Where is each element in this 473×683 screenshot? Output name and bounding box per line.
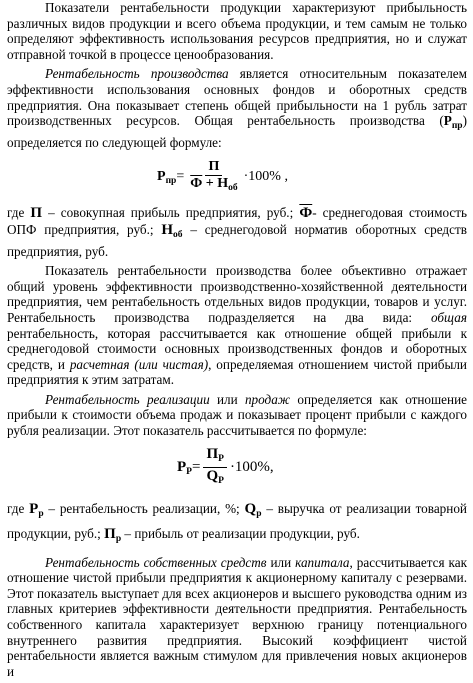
- paragraph-product-profitability: Показатели рентабельности продукции характеризуют прибыльность различных видов продукции и всего объема продукции, и тем самым не только определяют эффективность использования ресурсов предприятия, но и служат отправной точкой в процессе ценообразования.: [7, 0, 467, 62]
- paragraph-formula2-legend: где $Р_р$ – рентабельность реализации, %; $Q_р$ – выручка от реализации товарной продукции, руб.; $П_р$ – прибыль от реализации продукции, руб.: [7, 500, 467, 544]
- paragraph-equity-profitability: Рентабельность собственных средств или капитала, рассчитывается как отношение чистой прибыли предприятия к акционерному капиталу с резервами. Этот показатель выступает для всех акционеров и высшего руководства одним из главных критериев эффективности деятельности предприятия. Рентабельность собственного капитала характеризует верхнюю границу потенциального внутреннего развития предприятия. Высокий коэффициент чистой рентабельности является важным стимулом для привлечения новых акционеров и: [7, 554, 467, 679]
- paragraph-production-profitability: Рентабельность производства является относительным показателем эффективности использования основных фондов и оборотных средств предприятия. Она показывает степень общей прибыльности на 1 рубль затрат производственных ресурсов. Общая рентабельность производства $(Р_{пр})$ определяется по следующей формуле:: [7, 66, 467, 150]
- fraction: $\frac{П_Р}{Q_Р}$: [203, 446, 226, 489]
- formula-sales-profitability: $Р_Р$ = $\frac{П_Р}{Q_Р}$ ·100%,: [177, 445, 467, 491]
- symbol-rpr: $Р_{пр}$: [443, 113, 463, 132]
- paragraph-sales-profitability: Рентабельность реализации или продаж определяется как отношение прибыли к стоимости объема продаж и показывает процент прибыли с каждого рубля реализации. Этот показатель рассчитывается по формуле:: [7, 391, 468, 439]
- paragraph-production-profitability-types: Показатель рентабельности производства более объективно отражает общий уровень эффективности производственно-хозяйственной деятельности предприятия, чем рентабельность отдельных видов продукции, товаров и услуг. Рентабельность производства подразделяется на два вида: общая рентабельность, которая рассчитывается как отношение общей прибыли к среднегодовой стоимости основных производственных фондов и оборотных средств, и расчетная (или чистая), определяемая отношением чистой прибыли предприятия к этим затратам.: [7, 263, 467, 388]
- formula-production-profitability: $Р_{пр}$ = $\frac{П}{Ф + Н_{об}}$ ·100% ,: [157, 155, 467, 199]
- fraction: $\frac{П}{Ф + Н_{об}}$: [190, 158, 238, 193]
- paragraph-formula1-legend: где П – совокупная прибыль предприятия, руб.; Ф- среднегодовая стоимость ОПФ предприятия, руб.; $Н_{об}$ – среднегодовой норматив оборотных средств предприятия, руб.: [7, 205, 468, 259]
- term-production-profitability: Рентабельность производства: [45, 66, 229, 82]
